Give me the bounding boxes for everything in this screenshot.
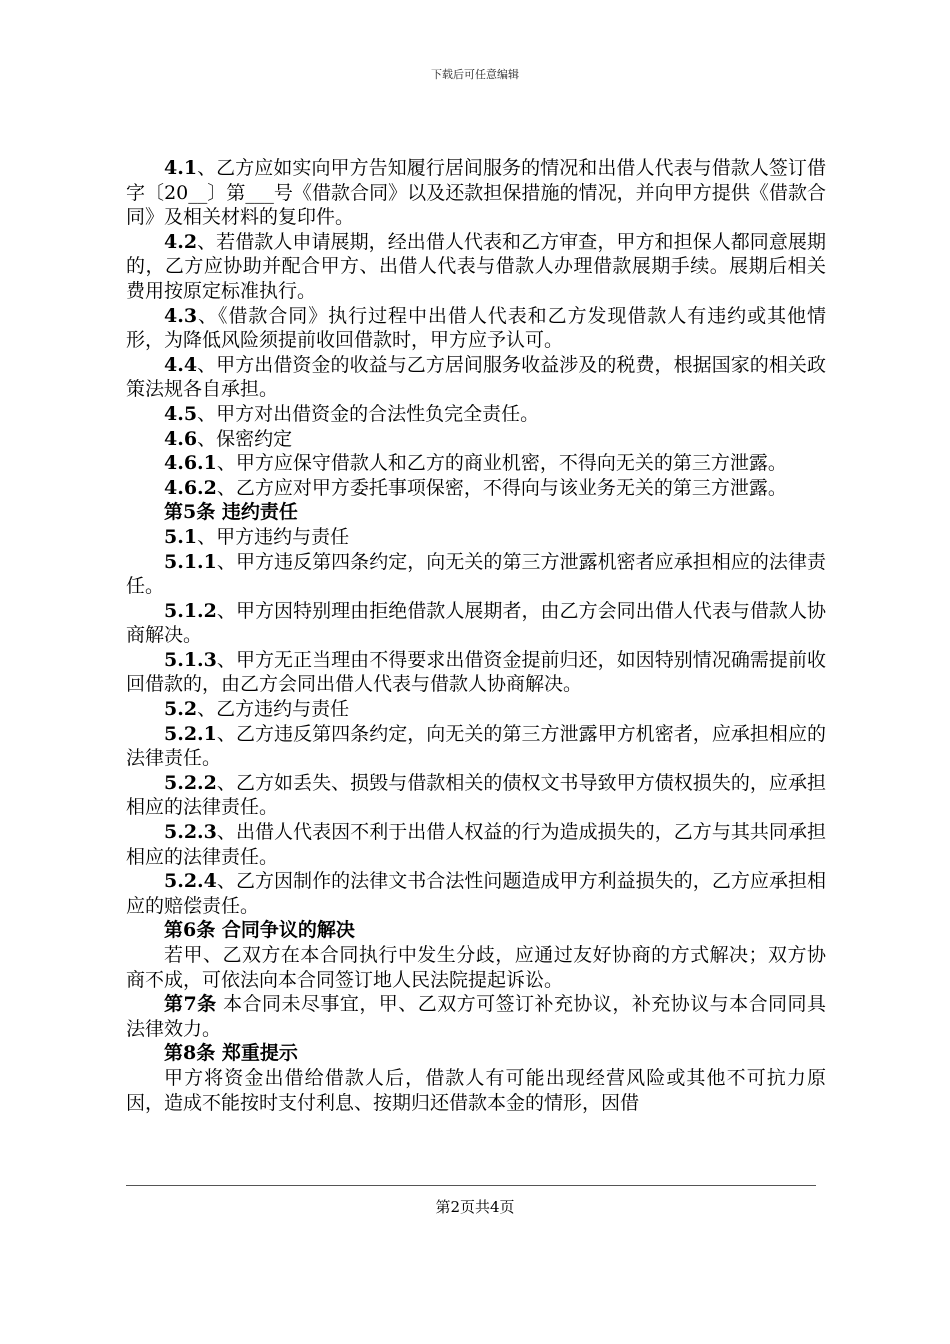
clause-5-1-3: 5.1.3、甲方无正当理由不得要求出借资金提前归还，如因特别情况确需提前收回借款的，由乙方会同出借人代表与借款人协商解决。 — [126, 648, 826, 696]
article-8-body: 甲方将资金出借给借款人后，借款人有可能出现经营风险或其他不可抗力原因，造成不能按时支付利息、按期归还借款本金的情形，因借 — [126, 1066, 826, 1114]
clause-5-2-4: 5.2.4、乙方因制作的法律文书合法性问题造成甲方利益损失的，乙方应承担相应的赔偿责任。 — [126, 870, 826, 917]
clause-5-2-2: 5.2.2、乙方如丢失、损毁与借款相关的债权文书导致甲方债权损失的，应承担相应的法律责任。 — [126, 771, 826, 819]
footer-divider — [126, 1185, 816, 1186]
clause-4-6: 4.6、保密约定 — [164, 427, 293, 450]
article-6-heading: 第6条 合同争议的解决 — [164, 919, 355, 942]
clause-5-2-3: 5.2.3、出借人代表因不利于出借人权益的行为造成损失的，乙方与其共同承担相应的法律责任。 — [126, 821, 826, 868]
clause-4-1: 4.1、乙方应如实向甲方告知履行居间服务的情况和出借人代表与借款人签订借字〔20__〕第___号《借款合同》以及还款担保措施的情况，并向甲方提供《借款合同》及相关材料的复印件。 — [126, 157, 826, 229]
clause-4-3: 4.3、《借款合同》执行过程中出借人代表和乙方发现借款人有违约或其他情形，为降低风险须提前收回借款时，甲方应予认可。 — [126, 304, 826, 352]
clause-4-4: 4.4、甲方出借资金的收益与乙方居间服务收益涉及的税费，根据国家的相关政策法规各自承担。 — [126, 353, 826, 401]
clause-5-1: 5.1、甲方违约与责任 — [164, 525, 350, 548]
clause-4-6-2: 4.6.2、乙方应对甲方委托事项保密，不得向与该业务无关的第三方泄露。 — [164, 476, 787, 499]
clause-5-2: 5.2、乙方违约与责任 — [164, 698, 350, 721]
document-body — [126, 156, 826, 1115]
article-8-heading: 第8条 郑重提示 — [164, 1042, 298, 1065]
clause-5-2-1: 5.2.1、乙方违反第四条约定，向无关的第三方泄露甲方机密者，应承担相应的法律责任。 — [126, 722, 826, 770]
article-5-heading: 第5条 违约责任 — [164, 501, 298, 524]
clause-5-1-2: 5.1.2、甲方因特别理由拒绝借款人展期者，由乙方会同出借人代表与借款人协商解决。 — [126, 599, 826, 647]
clause-4-5: 4.5、甲方对出借资金的合法性负完全责任。 — [164, 402, 540, 425]
page-header: 下载后可任意编辑 — [431, 68, 519, 81]
article-7: 第7条 本合同未尽事宜，甲、乙双方可签订补充协议，补充协议与本合同同具法律效力。 — [126, 993, 826, 1040]
clause-4-6-1: 4.6.1、甲方应保守借款人和乙方的商业机密，不得向无关的第三方泄露。 — [164, 452, 787, 475]
clause-4-2: 4.2、若借款人申请展期，经出借人代表和乙方审查，甲方和担保人都同意展期的，乙方应协助并配合甲方、出借人代表与借款人办理借款展期手续。展期后相关费用按原定标准执行。 — [126, 230, 826, 302]
clause-5-1-1: 5.1.1、甲方违反第四条约定，向无关的第三方泄露机密者应承担相应的法律责任。 — [126, 550, 826, 598]
page-number: 第2页共4页 — [435, 1198, 515, 1216]
article-6-body: 若甲、乙双方在本合同执行中发生分歧，应通过友好协商的方式解决；双方协商不成，可依法向本合同签订地人民法院提起诉讼。 — [126, 944, 826, 991]
